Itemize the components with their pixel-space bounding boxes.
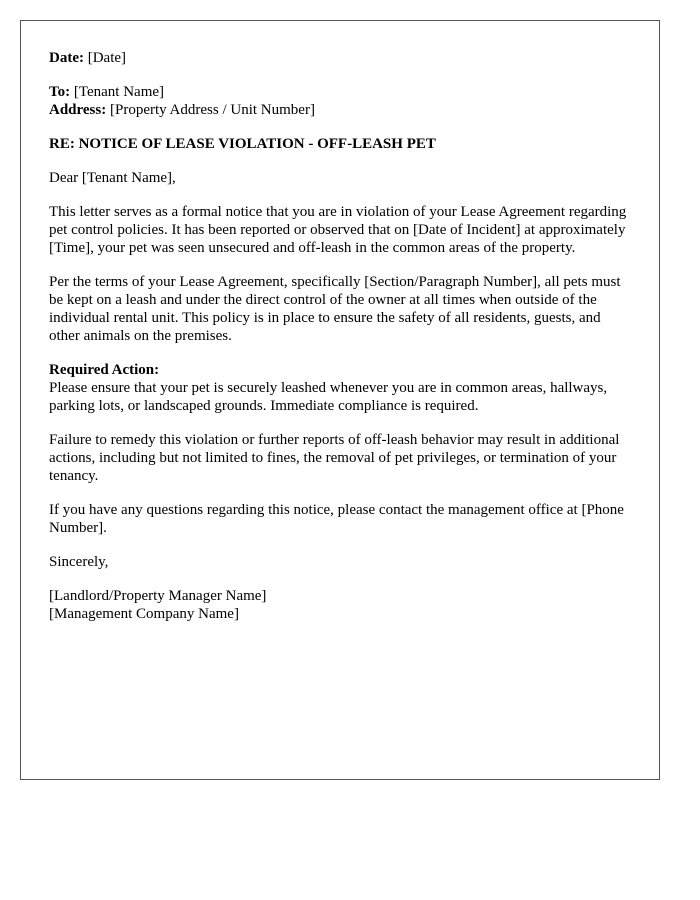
signer-company: [Management Company Name]: [49, 606, 239, 622]
address-value: [Property Address / Unit Number]: [109, 102, 315, 118]
to-label: To:: [49, 84, 71, 100]
letter-page: [20, 20, 660, 780]
required-action-text: Please ensure that your pet is securely leashed whenever you are in common areas, hallways, parking lots, or landscaped grounds. Immediate compliance is required.: [49, 380, 608, 414]
paragraph-contact: If you have any questions regarding this notice, please contact the management office at [Phone Number].: [49, 502, 624, 536]
subject-line: RE: NOTICE OF LEASE VIOLATION - OFF-LEASH PET: [49, 136, 436, 152]
address-line: [49, 101, 631, 119]
to-line: [49, 83, 631, 101]
date-label: Date:: [49, 50, 84, 66]
date-value: [Date]: [87, 50, 127, 66]
paragraph-policy: Per the terms of your Lease Agreement, specifically [Section/Paragraph Number], all pets must be kept on a leash and under the direct control of the owner at all times when outside of the individual rental unit. This policy is in place to ensure the safety of all residents, guests, and other animals on the premises.: [49, 274, 621, 344]
signature-block: [49, 587, 631, 623]
paragraph-consequences: Failure to remedy this violation or further reports of off-leash behavior may result in additional actions, including but not limited to fines, the removal of pet privileges, or termination of your tenancy.: [49, 432, 620, 484]
required-action-block: [49, 361, 631, 415]
required-action-heading: Required Action:: [49, 362, 160, 378]
address-label: Address:: [49, 102, 107, 118]
closing: Sincerely,: [49, 554, 109, 570]
signer-name: [Landlord/Property Manager Name]: [49, 588, 267, 604]
paragraph-incident: This letter serves as a formal notice that you are in violation of your Lease Agreement regarding pet control policies. It has been reported or observed that on [Date of Incident] at approximately [Time], your pet was seen unsecured and off-leash in the common areas of the property.: [49, 204, 627, 256]
recipient-block: [49, 83, 631, 119]
salutation: Dear [Tenant Name],: [49, 170, 176, 186]
date-line: [49, 49, 631, 67]
to-value: [Tenant Name]: [73, 84, 165, 100]
